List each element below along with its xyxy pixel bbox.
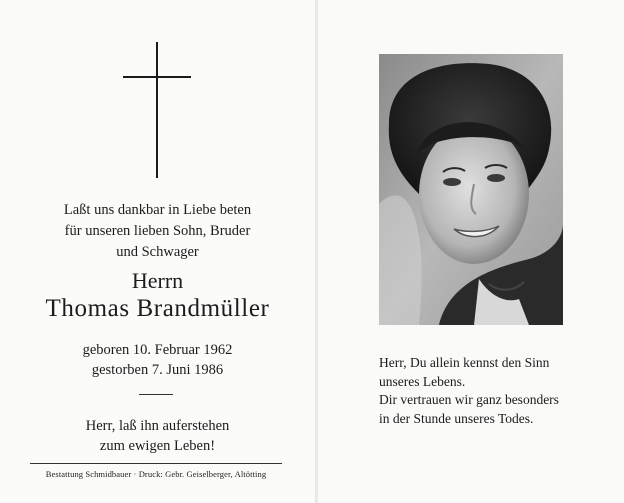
life-dates	[0, 340, 315, 380]
deceased-name: Thomas Brandmüller	[45, 295, 270, 322]
cross-icon-horizontal	[123, 76, 191, 78]
footer-divider	[30, 463, 282, 464]
death-date: gestorben 7. Juni 1986	[91, 362, 224, 378]
cross-icon-vertical	[156, 42, 158, 178]
intro-text	[0, 200, 315, 263]
intro-line: und Schwager	[116, 244, 199, 260]
divider	[139, 394, 173, 395]
verse-line: Dir vertrauen wir ganz besonders	[379, 392, 559, 407]
intro-line: für unseren lieben Sohn, Bruder	[64, 223, 251, 239]
verse-text	[379, 354, 559, 428]
verse-line: unseres Lebens.	[379, 373, 466, 389]
verse-line: in der Stunde unseres Todes.	[379, 410, 534, 426]
portrait-photo-icon	[379, 54, 563, 325]
closing-line: Herr, laß ihn auferstehen	[85, 418, 230, 434]
closing-prayer	[0, 416, 315, 456]
intro-line: Laßt uns dankbar in Liebe beten	[63, 202, 252, 218]
birth-date: geboren 10. Februar 1962	[82, 342, 233, 358]
closing-line: zum ewigen Leben!	[99, 438, 216, 454]
verse-line: Herr, Du allein kennst den Sinn	[379, 355, 550, 370]
printer-credits: Bestattung Schmidbauer · Druck: Gebr. Geiselberger, Altötting	[45, 469, 267, 479]
honorific: Herrn	[131, 268, 184, 293]
